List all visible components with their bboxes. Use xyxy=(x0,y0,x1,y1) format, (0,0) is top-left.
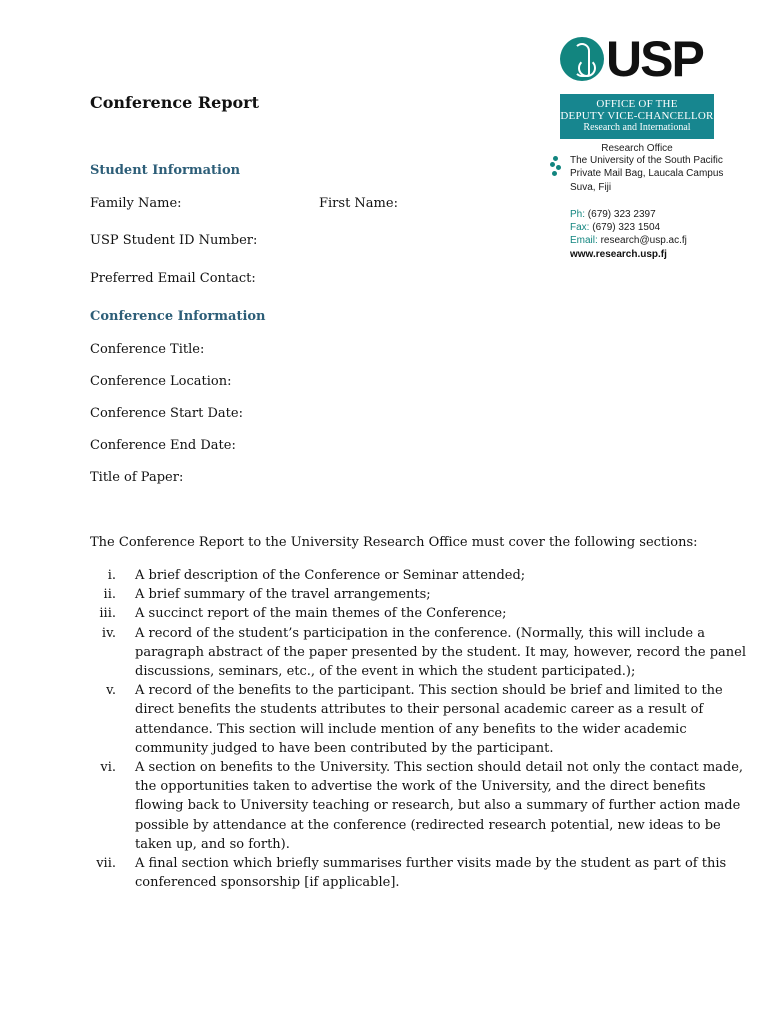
sections-list xyxy=(90,566,747,892)
contact-details xyxy=(548,208,728,261)
office-banner xyxy=(560,94,714,139)
list-item-number: iii. xyxy=(99,606,116,622)
list-item xyxy=(90,585,690,604)
contact-block xyxy=(548,154,728,261)
list-item-number: v. xyxy=(106,683,116,699)
office-line-1: OFFICE OF THE xyxy=(596,98,678,110)
list-item-line: A record of the benefits to the participant. This section should be brief and limited to the xyxy=(135,683,723,699)
list-item-line: A section on benefits to the University. This section should detail not only the contact made, xyxy=(135,760,744,776)
list-item xyxy=(90,604,690,623)
office-line-3: Research and International xyxy=(583,122,691,133)
list-item-text xyxy=(135,566,690,585)
research-office-label: Research Office xyxy=(601,143,673,154)
fax-label: Fax: xyxy=(570,222,590,234)
email-address[interactable]: research@usp.ac.fj xyxy=(600,235,687,247)
list-item-text xyxy=(135,585,690,604)
list-item-line: taken up, and so forth). xyxy=(135,836,290,852)
fax-row xyxy=(570,221,728,234)
conference-location-label: Conference Location: xyxy=(90,374,232,389)
family-name-label: Family Name: xyxy=(90,196,182,211)
email-row xyxy=(570,234,728,247)
address-line: Private Mail Bag, Laucala Campus xyxy=(570,168,724,180)
list-item-line: paragraph abstract of the paper presented by the student. It may, however, record the panel xyxy=(135,644,747,660)
list-item-line: A final section which briefly summarises further visits made by the student as part of this xyxy=(135,856,727,872)
list-item xyxy=(90,624,747,682)
email-contact-label: Email: xyxy=(570,235,598,247)
list-item-text xyxy=(135,681,723,758)
list-item-line: the opportunities taken to advertise the work of the University, and the direct benefits xyxy=(135,779,706,795)
conference-start-label: Conference Start Date: xyxy=(90,406,243,421)
list-item-line: A brief summary of the travel arrangements; xyxy=(135,587,431,603)
list-item-line: flowing back to University teaching or research, but also a summary of further action made xyxy=(135,798,741,814)
list-item xyxy=(90,758,744,854)
address xyxy=(548,154,728,194)
list-item-line: A record of the student’s participation in the conference. (Normally, this will include a xyxy=(135,625,705,641)
bullet-dots-icon xyxy=(550,156,562,178)
list-item-number: i. xyxy=(107,568,116,583)
address-line: Suva, Fiji xyxy=(570,181,612,193)
phone-number: (679) 323 2397 xyxy=(587,208,656,220)
intro-paragraph: The Conference Report to the University Research Office must cover the following sections: xyxy=(90,535,698,550)
list-item-number: iv. xyxy=(101,625,116,641)
list-item-line: A brief description of the Conference or Seminar attended; xyxy=(135,568,526,583)
usp-emblem-icon xyxy=(560,37,604,81)
list-item-text xyxy=(135,758,744,854)
list-item-text xyxy=(135,854,727,892)
fax-number: (679) 323 1504 xyxy=(592,222,661,234)
website-link[interactable]: www.research.usp.fj xyxy=(570,248,667,260)
list-item-line: discussions, seminars, etc., of the event in which the student participated.); xyxy=(135,664,636,680)
conference-info-heading: Conference Information xyxy=(90,309,266,324)
list-item-line: conferenced sponsorship [if applicable]. xyxy=(135,875,400,891)
list-item-line: direct benefits the students attributes to their personal academic career as a result of xyxy=(135,702,704,718)
list-item-number: vii. xyxy=(96,856,116,872)
student-id-label: USP Student ID Number: xyxy=(90,233,258,248)
page-title: Conference Report xyxy=(90,93,259,112)
list-item-line: A succinct report of the main themes of the Conference; xyxy=(135,606,507,622)
list-item-text xyxy=(135,604,690,623)
list-item-line: attendance. This section will include mention of any benefits to the wider academic xyxy=(135,721,687,737)
list-item-number: vi. xyxy=(100,760,116,776)
list-item xyxy=(90,566,690,585)
list-item-number: ii. xyxy=(103,587,116,603)
list-item-text xyxy=(135,624,747,682)
list-item xyxy=(90,681,723,758)
phone-row xyxy=(570,208,728,221)
office-line-2: DEPUTY VICE-CHANCELLOR xyxy=(560,110,714,122)
student-info-heading: Student Information xyxy=(90,163,241,178)
conference-title-label: Conference Title: xyxy=(90,342,205,357)
logo-wordmark: USP xyxy=(606,31,703,87)
list-item-line: community judged to have been contributed by the participant. xyxy=(135,740,554,756)
list-item xyxy=(90,854,727,892)
conference-end-label: Conference End Date: xyxy=(90,438,236,453)
first-name-label: First Name: xyxy=(319,196,398,211)
letterhead-logo xyxy=(556,32,720,154)
phone-label: Ph: xyxy=(570,208,586,220)
paper-title-label: Title of Paper: xyxy=(90,470,184,485)
list-item-line: possible by attendance at the conference (redirected research potential, new ideas to be xyxy=(135,817,721,833)
address-line: The University of the South Pacific xyxy=(570,155,723,166)
email-contact-field-label: Preferred Email Contact: xyxy=(90,271,256,286)
